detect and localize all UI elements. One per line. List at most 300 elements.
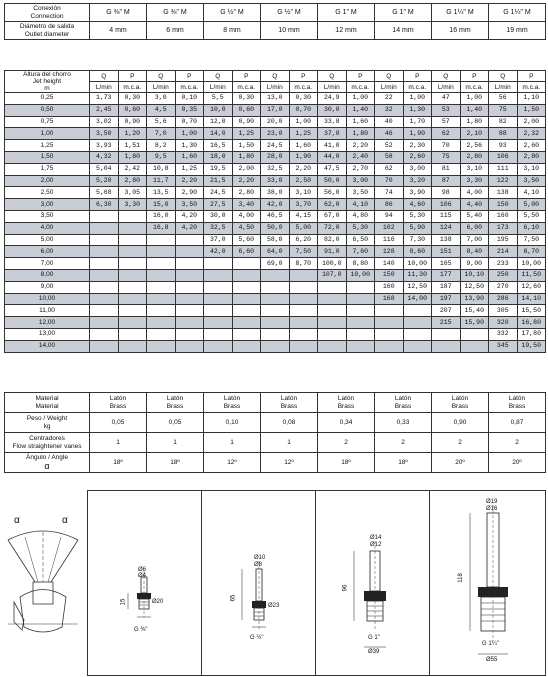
flow-q-cell: 305 [489, 305, 518, 317]
flow-q-cell: 37,0 [318, 128, 347, 140]
angle-cell: 20º [432, 453, 489, 473]
flow-q-cell: 37,0 [204, 234, 233, 246]
flow-q-cell: 140 [375, 258, 404, 270]
flow-q-cell: 116 [375, 234, 404, 246]
pressure-p-cell: 8,70 [517, 246, 546, 258]
flow-q-cell [318, 293, 347, 305]
pressure-p-cell: 1,00 [460, 93, 489, 105]
pressure-p-cell: 15,90 [460, 317, 489, 329]
pressure-p-cell: 2,32 [517, 128, 546, 140]
pressure-p-cell: 0,90 [118, 116, 147, 128]
outlet-cell: 4 mm [90, 22, 147, 40]
flow-q-cell: 151 [432, 246, 461, 258]
pressure-p-cell [232, 293, 261, 305]
flow-q-cell [147, 317, 176, 329]
pressure-p-cell: 2,70 [346, 163, 375, 175]
flow-q-cell: 187 [432, 281, 461, 293]
jet-height-cell: 12,00 [5, 317, 90, 329]
flow-q-cell [318, 340, 347, 352]
jet-table-row [5, 246, 546, 258]
pressure-p-cell: 1,25 [289, 128, 318, 140]
pressure-p-cell: 5,40 [460, 210, 489, 222]
jet-height-cell: 3,50 [5, 210, 90, 222]
flow-q-cell: 3,02 [90, 116, 119, 128]
connection-label: Conexión Connection [5, 4, 90, 22]
flow-q-cell: 46,5 [261, 210, 290, 222]
jet-table-row [5, 340, 546, 352]
p-header: P [289, 71, 318, 82]
d4-dia-top2: Ø16 [486, 506, 498, 512]
flow-q-cell: 64,0 [261, 246, 290, 258]
pressure-p-cell: 2,20 [289, 163, 318, 175]
jet-height-cell: 6,00 [5, 246, 90, 258]
pressure-p-cell [460, 328, 489, 340]
pressure-p-cell: 1,90 [289, 151, 318, 163]
pressure-p-cell: 4,20 [175, 222, 204, 234]
pressure-p-cell: 4,15 [289, 210, 318, 222]
flow-q-cell [147, 234, 176, 246]
d4-dia-body: Ø55 [486, 657, 498, 663]
pressure-p-cell [118, 328, 147, 340]
centrators-cell: 2 [375, 433, 432, 453]
flow-q-cell: 1,73 [90, 93, 119, 105]
jet-table-row [5, 104, 546, 116]
flow-q-cell [147, 258, 176, 270]
angle-cell: 12º [261, 453, 318, 473]
d1-dia-body: Ø20 [152, 599, 164, 605]
weight-cell: 0,33 [375, 413, 432, 433]
pressure-p-cell: 3,50 [175, 199, 204, 211]
jet-table-row [5, 116, 546, 128]
pressure-p-cell: 0,30 [118, 93, 147, 105]
connection-cell: G 1¼" M [489, 4, 546, 22]
pressure-p-cell: 1,40 [460, 104, 489, 116]
centrators-cell: 1 [90, 433, 147, 453]
flow-q-cell [90, 234, 119, 246]
p-unit: m.c.a. [403, 82, 432, 93]
flow-q-cell: 16,5 [204, 140, 233, 152]
pressure-p-cell: 0,30 [232, 93, 261, 105]
centrators-cell: 2 [318, 433, 375, 453]
pressure-p-cell: 1,30 [403, 104, 432, 116]
pressure-p-cell: 2,00 [517, 116, 546, 128]
pressure-p-cell [175, 340, 204, 352]
flow-q-cell: 5,20 [90, 175, 119, 187]
pressure-p-cell [175, 246, 204, 258]
flow-q-cell: 270 [489, 281, 518, 293]
flow-q-cell: 88 [489, 128, 518, 140]
pressure-p-cell: 17,80 [517, 328, 546, 340]
jet-height-cell: 3,00 [5, 199, 90, 211]
pressure-p-cell: 2,80 [118, 175, 147, 187]
flow-q-cell: 57 [432, 116, 461, 128]
centrators-label: Centradores Flow straightener vanes [5, 433, 90, 453]
flow-q-cell [204, 293, 233, 305]
pressure-p-cell: 11,50 [517, 269, 546, 281]
pressure-p-cell [118, 293, 147, 305]
pressure-p-cell: 1,00 [289, 116, 318, 128]
flow-q-cell: 10,8 [147, 163, 176, 175]
pressure-p-cell [346, 317, 375, 329]
q-header: Q [375, 71, 404, 82]
pressure-p-cell: 1,60 [346, 116, 375, 128]
jet-height-cell: 8,00 [5, 269, 90, 281]
flow-q-cell: 124 [432, 222, 461, 234]
flow-q-cell [204, 328, 233, 340]
flow-q-cell: 215 [432, 317, 461, 329]
flow-q-cell: 42,0 [204, 246, 233, 258]
flow-q-cell: 138 [432, 234, 461, 246]
flow-q-cell: 8,2 [147, 140, 176, 152]
outlet-cell: 14 mm [375, 22, 432, 40]
flow-q-cell: 62 [432, 128, 461, 140]
pressure-p-cell: 2,60 [517, 140, 546, 152]
flow-q-cell [147, 328, 176, 340]
pressure-p-cell: 3,05 [118, 187, 147, 199]
material-cell: Latón Brass [432, 393, 489, 413]
flow-q-cell [204, 258, 233, 270]
flow-q-cell [147, 305, 176, 317]
q-unit: L/min [204, 82, 233, 93]
nozzle-3-drawing [316, 491, 429, 675]
weight-cell: 0,05 [147, 413, 204, 433]
pressure-p-cell: 1,25 [232, 128, 261, 140]
pressure-p-cell [289, 305, 318, 317]
pressure-p-cell: 1,51 [118, 140, 147, 152]
flow-q-cell [318, 305, 347, 317]
flow-q-cell: 74 [375, 187, 404, 199]
flow-q-cell: 173 [489, 222, 518, 234]
pressure-p-cell: 2,42 [118, 163, 147, 175]
pressure-p-cell: 5,50 [517, 210, 546, 222]
pressure-p-cell: 6,10 [517, 222, 546, 234]
outlet-cell: 8 mm [204, 22, 261, 40]
nozzle-4-drawing [430, 491, 545, 675]
jet-table-row [5, 199, 546, 211]
flow-q-cell: 3,0 [147, 93, 176, 105]
pressure-p-cell [289, 317, 318, 329]
jet-table-row [5, 163, 546, 175]
q-header: Q [489, 71, 518, 82]
pressure-p-cell [175, 258, 204, 270]
d3-dia-body: Ø39 [368, 649, 380, 655]
pressure-p-cell [175, 269, 204, 281]
jet-table-row [5, 258, 546, 270]
flow-q-cell: 58,0 [261, 234, 290, 246]
material-cell: Latón Brass [90, 393, 147, 413]
jet-table-row [5, 140, 546, 152]
flow-q-cell [432, 328, 461, 340]
material-cell: Latón Brass [147, 393, 204, 413]
pressure-p-cell [118, 234, 147, 246]
pressure-p-cell: 5,30 [346, 222, 375, 234]
flow-q-cell: 67,0 [318, 210, 347, 222]
q-header: Q [90, 71, 119, 82]
pressure-p-cell: 1,25 [175, 163, 204, 175]
pressure-p-cell: 6,50 [346, 234, 375, 246]
pressure-p-cell [118, 210, 147, 222]
pressure-p-cell: 5,60 [232, 234, 261, 246]
flow-q-cell: 87 [432, 175, 461, 187]
q-unit: L/min [261, 82, 290, 93]
flow-q-cell [147, 246, 176, 258]
pressure-p-cell: 14,00 [403, 293, 432, 305]
flow-q-cell: 5,04 [90, 163, 119, 175]
flow-q-cell [90, 305, 119, 317]
flow-q-cell: 93 [489, 140, 518, 152]
connection-cell: G ⅜" M [147, 4, 204, 22]
pressure-p-cell: 15,40 [460, 305, 489, 317]
drawing-box-1 [87, 490, 202, 676]
jet-table-row [5, 128, 546, 140]
material-cell: Latón Brass [318, 393, 375, 413]
connection-cell: G ⅜" M [90, 4, 147, 22]
flow-q-cell: 21,5 [204, 175, 233, 187]
jet-height-cell: 14,00 [5, 340, 90, 352]
q-header: Q [261, 71, 290, 82]
flow-q-cell: 41,0 [318, 140, 347, 152]
flow-q-cell [90, 210, 119, 222]
flow-q-cell [261, 328, 290, 340]
pressure-p-cell: 3,40 [232, 199, 261, 211]
flow-q-cell: 115 [432, 210, 461, 222]
jet-height-cell: 5,00 [5, 234, 90, 246]
flow-q-cell [204, 281, 233, 293]
pressure-p-cell: 8,60 [403, 246, 432, 258]
jet-table-row [5, 281, 546, 293]
pressure-p-cell [289, 328, 318, 340]
pressure-p-cell: 19,50 [517, 340, 546, 352]
pressure-p-cell [346, 281, 375, 293]
flow-q-cell: 11,7 [147, 175, 176, 187]
flow-q-cell [261, 340, 290, 352]
d1-length: 15 [120, 598, 127, 606]
pressure-p-cell: 16,80 [517, 317, 546, 329]
drawing-box-4 [429, 490, 546, 676]
flow-q-cell: 70 [375, 175, 404, 187]
flow-q-cell: 50,0 [261, 222, 290, 234]
flow-q-cell: 165 [432, 258, 461, 270]
flow-q-cell: 58 [375, 151, 404, 163]
flow-q-cell: 72,0 [318, 222, 347, 234]
pressure-p-cell: 2,20 [346, 140, 375, 152]
flow-q-cell: 22 [375, 93, 404, 105]
pressure-p-cell: 5,00 [289, 222, 318, 234]
pressure-p-cell: 2,00 [232, 163, 261, 175]
outlet-cell: 10 mm [261, 22, 318, 40]
flow-q-cell: 250 [489, 269, 518, 281]
flow-q-cell: 82,0 [318, 234, 347, 246]
jet-table-row [5, 317, 546, 329]
pressure-p-cell: 2,80 [460, 151, 489, 163]
flow-q-cell: 24,5 [204, 187, 233, 199]
q-unit: L/min [375, 82, 404, 93]
p-unit: m.c.a. [346, 82, 375, 93]
flow-q-cell: 30,0 [204, 210, 233, 222]
flow-q-cell: 69,0 [261, 258, 290, 270]
pressure-p-cell: 6,60 [232, 246, 261, 258]
centrators-cell: 1 [147, 433, 204, 453]
flow-q-cell: 9,5 [147, 151, 176, 163]
flow-q-cell: 32,5 [204, 222, 233, 234]
angle-cell: 18º [147, 453, 204, 473]
d2-dia-top: Ø10 [254, 555, 266, 561]
flow-q-cell [261, 293, 290, 305]
pressure-p-cell: 2,80 [232, 187, 261, 199]
d2-dia-body: Ø23 [268, 603, 280, 609]
p-unit: m.c.a. [289, 82, 318, 93]
flow-q-cell: 53 [432, 104, 461, 116]
pressure-p-cell [403, 328, 432, 340]
pressure-p-cell: 3,30 [460, 175, 489, 187]
flow-q-cell: 100,0 [318, 258, 347, 270]
flow-q-cell: 16,0 [147, 210, 176, 222]
p-unit: m.c.a. [460, 82, 489, 93]
flow-q-cell: 332 [489, 328, 518, 340]
p-unit: m.c.a. [232, 82, 261, 93]
pressure-p-cell: 7,50 [289, 246, 318, 258]
outlet-label: Diámetro de salida Outlet diameter [5, 22, 90, 40]
outlet-row [5, 22, 546, 40]
flow-q-cell: 106 [432, 199, 461, 211]
pressure-p-cell: 1,40 [346, 104, 375, 116]
pressure-p-cell: 10,00 [403, 258, 432, 270]
flow-q-cell [90, 340, 119, 352]
pressure-p-cell [175, 305, 204, 317]
jet-table-row [5, 175, 546, 187]
centrators-cell: 2 [432, 433, 489, 453]
pressure-p-cell: 2,30 [403, 140, 432, 152]
flow-q-cell [318, 281, 347, 293]
jet-table-row [5, 93, 546, 105]
pressure-p-cell: 0,35 [175, 104, 204, 116]
pressure-p-cell: 1,60 [175, 151, 204, 163]
angle-cell: 20º [489, 453, 546, 473]
pressure-p-cell [460, 340, 489, 352]
flow-q-cell [90, 281, 119, 293]
pressure-p-cell [346, 293, 375, 305]
flow-q-cell: 150 [489, 199, 518, 211]
flow-q-cell: 320 [489, 317, 518, 329]
pressure-p-cell: 2,20 [175, 175, 204, 187]
flow-q-cell: 33,0 [261, 175, 290, 187]
d1-thread: G ⅜" [134, 627, 148, 633]
angle-cell: 18º [318, 453, 375, 473]
pressure-p-cell: 3,00 [403, 163, 432, 175]
pressure-p-cell [403, 305, 432, 317]
pressure-p-cell: 15,50 [517, 305, 546, 317]
flow-q-cell: 75 [432, 151, 461, 163]
material-label: Material Material [5, 393, 90, 413]
pressure-p-cell: 0,60 [118, 104, 147, 116]
pressure-p-cell [232, 340, 261, 352]
pressure-p-cell [403, 340, 432, 352]
pressure-p-cell [232, 317, 261, 329]
flow-q-cell: 47 [432, 93, 461, 105]
pressure-p-cell: 5,30 [403, 210, 432, 222]
flow-q-cell: 150 [375, 269, 404, 281]
jet-table-row [5, 210, 546, 222]
jet-height-cell: 1,50 [5, 151, 90, 163]
pressure-p-cell [118, 222, 147, 234]
pressure-p-cell: 4,40 [460, 199, 489, 211]
pressure-p-cell: 12,50 [403, 281, 432, 293]
d4-length: 118 [457, 573, 464, 583]
pressure-p-cell: 0,60 [232, 104, 261, 116]
weight-cell: 0,10 [204, 413, 261, 433]
pressure-p-cell: 2,40 [346, 151, 375, 163]
flow-q-cell: 197 [432, 293, 461, 305]
nozzle-2-drawing [202, 491, 315, 675]
flow-q-cell: 23,0 [261, 128, 290, 140]
flow-q-cell: 82 [489, 116, 518, 128]
pressure-p-cell: 1,90 [403, 128, 432, 140]
pressure-p-cell: 1,80 [346, 128, 375, 140]
flow-q-cell: 3,93 [90, 140, 119, 152]
flow-q-cell: 6,30 [90, 199, 119, 211]
centrators-cell: 1 [261, 433, 318, 453]
d4-dia-top: Ø19 [486, 499, 498, 505]
weight-cell: 0,87 [489, 413, 546, 433]
jet-table-row [5, 222, 546, 234]
pressure-p-cell: 1,50 [517, 104, 546, 116]
jet-table-body [5, 93, 546, 353]
flow-q-cell: 50,0 [318, 175, 347, 187]
pressure-p-cell: 0,10 [175, 93, 204, 105]
connection-table [4, 3, 546, 40]
flow-q-cell [147, 293, 176, 305]
flow-q-cell: 4,5 [147, 104, 176, 116]
connection-cell: G 1¼" M [432, 4, 489, 22]
spray-angle-diagram [0, 502, 86, 642]
flow-q-cell: 62 [375, 163, 404, 175]
flow-q-cell: 70 [432, 140, 461, 152]
jet-height-cell: 11,00 [5, 305, 90, 317]
pressure-p-cell: 0,70 [175, 116, 204, 128]
q-unit: L/min [489, 82, 518, 93]
flow-q-cell [204, 269, 233, 281]
flow-q-cell: 42,0 [261, 199, 290, 211]
d2-dia-top2: Ø8 [254, 562, 263, 568]
material-cell: Latón Brass [204, 393, 261, 413]
jet-table-row [5, 328, 546, 340]
pressure-p-cell [175, 317, 204, 329]
flow-q-cell: 91,0 [318, 246, 347, 258]
flow-q-cell: 12,0 [204, 116, 233, 128]
flow-q-cell: 75 [489, 104, 518, 116]
flow-q-cell [90, 258, 119, 270]
pressure-p-cell [232, 305, 261, 317]
jet-height-cell: 4,00 [5, 222, 90, 234]
pressure-p-cell [175, 293, 204, 305]
flow-q-cell: 18,0 [204, 151, 233, 163]
pressure-p-cell: 8,40 [460, 246, 489, 258]
flow-q-cell: 44,0 [318, 151, 347, 163]
pressure-p-cell: 1,60 [289, 140, 318, 152]
weight-cell: 0,34 [318, 413, 375, 433]
flow-q-cell: 52 [375, 140, 404, 152]
flow-q-cell: 168 [375, 293, 404, 305]
pressure-p-cell [232, 281, 261, 293]
pressure-p-cell: 3,50 [346, 187, 375, 199]
flow-q-cell: 15,0 [147, 199, 176, 211]
jet-height-cell: 1,00 [5, 128, 90, 140]
flow-q-cell [90, 222, 119, 234]
pressure-p-cell [232, 328, 261, 340]
pressure-p-cell [346, 305, 375, 317]
pressure-p-cell [118, 317, 147, 329]
flow-q-cell: 94 [375, 210, 404, 222]
